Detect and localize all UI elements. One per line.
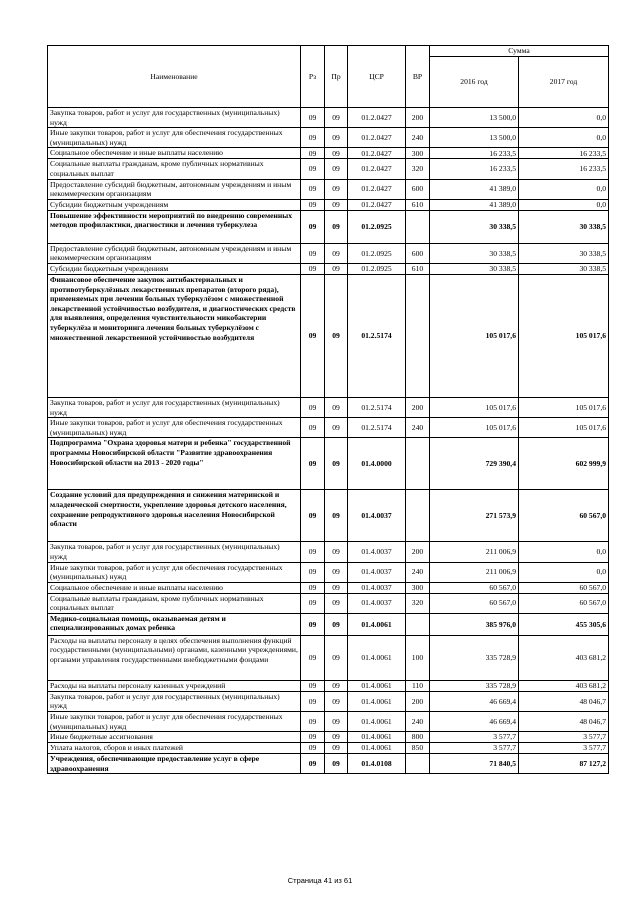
row-vr: 200	[406, 542, 430, 562]
table-row	[48, 593, 609, 613]
row-pr: 09	[325, 691, 348, 711]
row-sum-2017: 0,0	[519, 179, 609, 199]
row-csr: 01.4.0037	[348, 490, 406, 542]
row-rz: 09	[301, 243, 325, 263]
row-csr: 01.4.0061	[348, 712, 406, 732]
row-sum-2017: 87 127,2	[519, 754, 609, 774]
table-row	[48, 210, 609, 243]
row-name: Закупка товаров, работ и услуг для государственных (муниципальных) нужд	[48, 108, 301, 128]
row-sum-2017: 0,0	[519, 108, 609, 128]
table-row	[48, 274, 609, 397]
table-row	[48, 582, 609, 593]
row-csr: 01.4.0037	[348, 593, 406, 613]
row-vr: 240	[406, 418, 430, 438]
table-row	[48, 712, 609, 732]
row-csr: 01.4.0061	[348, 635, 406, 680]
row-sum-2016: 16 233,5	[430, 159, 519, 179]
row-vr: 610	[406, 263, 430, 274]
row-sum-2017: 60 567,0	[519, 593, 609, 613]
row-name: Уплата налогов, сборов и иных платежей	[48, 743, 301, 754]
row-pr: 09	[325, 128, 348, 148]
row-rz: 09	[301, 562, 325, 582]
table-body	[48, 108, 609, 774]
row-name: Иные закупки товаров, работ и услуг для обеспечения государственных (муниципальных) нужд	[48, 128, 301, 148]
row-csr: 01.4.0061	[348, 613, 406, 635]
row-sum-2016: 335 728,9	[430, 680, 519, 691]
row-sum-2017: 48 046,7	[519, 691, 609, 711]
row-sum-2016: 60 567,0	[430, 593, 519, 613]
row-name: Расходы на выплаты персоналу в целях обеспечения выполнения функций государственными (муниципальными) органами, казенными учреждениями, органами управления государственными внебюджетными фондами	[48, 635, 301, 680]
row-sum-2016: 30 338,5	[430, 243, 519, 263]
row-rz: 09	[301, 274, 325, 397]
table-row	[48, 199, 609, 210]
row-csr: 01.2.5174	[348, 397, 406, 417]
row-rz: 09	[301, 199, 325, 210]
table-row	[48, 680, 609, 691]
row-pr: 09	[325, 263, 348, 274]
row-rz: 09	[301, 490, 325, 542]
row-name: Закупка товаров, работ и услуг для государственных (муниципальных) нужд	[48, 691, 301, 711]
row-pr: 09	[325, 274, 348, 397]
row-sum-2017: 602 999,9	[519, 438, 609, 490]
row-sum-2016: 3 577,7	[430, 732, 519, 743]
row-sum-2017: 3 577,7	[519, 732, 609, 743]
table-row	[48, 754, 609, 774]
row-sum-2016: 3 577,7	[430, 743, 519, 754]
row-sum-2016: 71 840,5	[430, 754, 519, 774]
row-name: Медико-социальная помощь, оказываемая детям и специализированных домах ребенка	[48, 613, 301, 635]
row-rz: 09	[301, 582, 325, 593]
row-vr	[406, 490, 430, 542]
row-sum-2016: 13 500,0	[430, 108, 519, 128]
table-row	[48, 108, 609, 128]
header-year-2017: 2017 год	[519, 57, 609, 108]
table-row	[48, 128, 609, 148]
row-vr: 200	[406, 108, 430, 128]
row-rz: 09	[301, 148, 325, 159]
row-vr: 600	[406, 243, 430, 263]
row-pr: 09	[325, 159, 348, 179]
row-csr: 01.2.0427	[348, 199, 406, 210]
row-sum-2016: 105 017,6	[430, 274, 519, 397]
row-sum-2016: 105 017,6	[430, 418, 519, 438]
row-csr: 01.4.0000	[348, 438, 406, 490]
row-pr: 09	[325, 542, 348, 562]
row-name: Социальное обеспечение и иные выплаты населению	[48, 582, 301, 593]
row-vr: 100	[406, 635, 430, 680]
table-row	[48, 148, 609, 159]
row-rz: 09	[301, 210, 325, 243]
row-sum-2017: 30 338,5	[519, 243, 609, 263]
row-pr: 09	[325, 490, 348, 542]
row-sum-2016: 211 006,9	[430, 562, 519, 582]
row-pr: 09	[325, 743, 348, 754]
row-csr: 01.2.0427	[348, 108, 406, 128]
table-row	[48, 562, 609, 582]
row-sum-2017: 16 233,5	[519, 159, 609, 179]
row-rz: 09	[301, 128, 325, 148]
table-row	[48, 542, 609, 562]
row-rz: 09	[301, 743, 325, 754]
row-pr: 09	[325, 179, 348, 199]
row-pr: 09	[325, 582, 348, 593]
row-vr	[406, 274, 430, 397]
row-vr: 240	[406, 712, 430, 732]
row-sum-2017: 60 567,0	[519, 490, 609, 542]
row-rz: 09	[301, 179, 325, 199]
row-csr: 01.4.0061	[348, 680, 406, 691]
row-pr: 09	[325, 754, 348, 774]
row-sum-2016: 13 500,0	[430, 128, 519, 148]
row-name: Иные закупки товаров, работ и услуг для обеспечения государственных (муниципальных) нужд	[48, 712, 301, 732]
row-name: Учреждения, обеспечивающие предоставление услуг в сфере здравоохранения	[48, 754, 301, 774]
table-row	[48, 159, 609, 179]
row-sum-2017: 403 681,2	[519, 635, 609, 680]
row-csr: 01.4.0061	[348, 732, 406, 743]
row-vr	[406, 754, 430, 774]
row-pr: 09	[325, 562, 348, 582]
row-sum-2017: 30 338,5	[519, 210, 609, 243]
row-vr: 200	[406, 397, 430, 417]
row-sum-2017: 0,0	[519, 562, 609, 582]
row-rz: 09	[301, 418, 325, 438]
row-sum-2017: 0,0	[519, 199, 609, 210]
row-rz: 09	[301, 613, 325, 635]
row-pr: 09	[325, 199, 348, 210]
row-csr: 01.2.0925	[348, 243, 406, 263]
row-rz: 09	[301, 754, 325, 774]
row-sum-2017: 0,0	[519, 128, 609, 148]
row-csr: 01.4.0108	[348, 754, 406, 774]
row-name: Иные закупки товаров, работ и услуг для обеспечения государственных (муниципальных) нужд	[48, 418, 301, 438]
row-rz: 09	[301, 438, 325, 490]
row-rz: 09	[301, 712, 325, 732]
row-pr: 09	[325, 593, 348, 613]
row-sum-2016: 385 976,0	[430, 613, 519, 635]
row-vr	[406, 210, 430, 243]
row-name: Иные бюджетные ассигнования	[48, 732, 301, 743]
row-csr: 01.2.0427	[348, 148, 406, 159]
table-row	[48, 743, 609, 754]
row-sum-2016: 60 567,0	[430, 582, 519, 593]
row-pr: 09	[325, 732, 348, 743]
row-vr	[406, 438, 430, 490]
row-csr: 01.4.0061	[348, 743, 406, 754]
table-row	[48, 243, 609, 263]
row-sum-2017: 16 233,5	[519, 148, 609, 159]
row-sum-2017: 30 338,5	[519, 263, 609, 274]
row-csr: 01.4.0037	[348, 582, 406, 593]
header-pr: Пр	[325, 46, 348, 108]
row-vr: 600	[406, 179, 430, 199]
row-sum-2016: 41 389,0	[430, 179, 519, 199]
row-name: Повышение эффективности мероприятий по внедрению современных методов профилактики, диагностики и лечения туберкулеза	[48, 210, 301, 243]
row-vr: 300	[406, 582, 430, 593]
row-csr: 01.2.0925	[348, 263, 406, 274]
header-rz: Рз	[301, 46, 325, 108]
row-pr: 09	[325, 418, 348, 438]
row-rz: 09	[301, 108, 325, 128]
row-name: Предоставление субсидий бюджетным, автономным учреждениям и иным некоммерческим организациям	[48, 243, 301, 263]
row-vr: 300	[406, 148, 430, 159]
row-vr: 240	[406, 128, 430, 148]
table-row	[48, 635, 609, 680]
row-rz: 09	[301, 593, 325, 613]
row-sum-2017: 60 567,0	[519, 582, 609, 593]
row-name: Субсидии бюджетным учреждениям	[48, 199, 301, 210]
row-pr: 09	[325, 438, 348, 490]
row-sum-2016: 46 669,4	[430, 691, 519, 711]
row-sum-2016: 211 006,9	[430, 542, 519, 562]
row-sum-2016: 16 233,5	[430, 148, 519, 159]
table-row	[48, 397, 609, 417]
row-name: Финансовое обеспечение закупок антибактериальных и противотуберкулёзных лекарственных препаратов (второго ряда), применяемых при лечении больных туберкулёзом с множественной лекарственной устойчивостью возбудителя, и диагностических средств для выявления, определения чувствительности микобактерии туберкулёза и мониторинга лечения больных туберкулёзом с множественной лекарственной устойчивостью возбудителя	[48, 274, 301, 397]
row-sum-2016: 41 389,0	[430, 199, 519, 210]
row-pr: 09	[325, 712, 348, 732]
row-vr: 320	[406, 159, 430, 179]
row-name: Иные закупки товаров, работ и услуг для обеспечения государственных (муниципальных) нужд	[48, 562, 301, 582]
row-name: Закупка товаров, работ и услуг для государственных (муниципальных) нужд	[48, 397, 301, 417]
table-row	[48, 732, 609, 743]
row-vr: 850	[406, 743, 430, 754]
row-sum-2017: 105 017,6	[519, 418, 609, 438]
row-rz: 09	[301, 542, 325, 562]
row-name: Субсидии бюджетным учреждениям	[48, 263, 301, 274]
header-vr: ВР	[406, 46, 430, 108]
row-csr: 01.2.0427	[348, 179, 406, 199]
row-csr: 01.2.0427	[348, 159, 406, 179]
row-pr: 09	[325, 635, 348, 680]
header-year-2016: 2016 год	[430, 57, 519, 108]
row-vr: 800	[406, 732, 430, 743]
table-row	[48, 438, 609, 490]
table-row	[48, 613, 609, 635]
row-sum-2016: 271 573,9	[430, 490, 519, 542]
row-name: Расходы на выплаты персоналу казенных учреждений	[48, 680, 301, 691]
row-name: Подпрограмма "Охрана здоровья матери и ребенка" государственной программы Новосибирской области "Развитие здравоохранения Новосибирской области на 2013 - 2020 годы"	[48, 438, 301, 490]
row-sum-2016: 30 338,5	[430, 210, 519, 243]
row-sum-2017: 3 577,7	[519, 743, 609, 754]
row-vr: 110	[406, 680, 430, 691]
row-rz: 09	[301, 732, 325, 743]
header-csr: ЦСР	[348, 46, 406, 108]
row-name: Социальные выплаты гражданам, кроме публичных нормативных социальных выплат	[48, 159, 301, 179]
header-name: Наименование	[48, 46, 301, 108]
row-pr: 09	[325, 243, 348, 263]
row-sum-2017: 105 017,6	[519, 274, 609, 397]
row-sum-2017: 455 305,6	[519, 613, 609, 635]
row-vr	[406, 613, 430, 635]
row-rz: 09	[301, 159, 325, 179]
row-rz: 09	[301, 397, 325, 417]
row-sum-2016: 105 017,6	[430, 397, 519, 417]
row-sum-2016: 335 728,9	[430, 635, 519, 680]
page-number: Страница 41 из 61	[287, 876, 353, 885]
header-sum: Сумма	[430, 46, 609, 57]
table-header	[48, 46, 609, 108]
row-rz: 09	[301, 263, 325, 274]
row-sum-2016: 729 390,4	[430, 438, 519, 490]
row-rz: 09	[301, 691, 325, 711]
row-vr: 200	[406, 691, 430, 711]
row-csr: 01.2.5174	[348, 274, 406, 397]
row-csr: 01.4.0037	[348, 542, 406, 562]
row-name: Социальные выплаты гражданам, кроме публичных нормативных социальных выплат	[48, 593, 301, 613]
row-name: Предоставление субсидий бюджетным, автономным учреждениям и иным некоммерческим организациям	[48, 179, 301, 199]
row-sum-2017: 105 017,6	[519, 397, 609, 417]
row-vr: 610	[406, 199, 430, 210]
table-row	[48, 691, 609, 711]
row-name: Социальное обеспечение и иные выплаты населению	[48, 148, 301, 159]
table-row	[48, 418, 609, 438]
table-row	[48, 490, 609, 542]
row-rz: 09	[301, 680, 325, 691]
row-sum-2017: 403 681,2	[519, 680, 609, 691]
row-vr: 320	[406, 593, 430, 613]
row-pr: 09	[325, 397, 348, 417]
row-csr: 01.4.0061	[348, 691, 406, 711]
row-csr: 01.2.5174	[348, 418, 406, 438]
row-pr: 09	[325, 680, 348, 691]
row-pr: 09	[325, 210, 348, 243]
row-rz: 09	[301, 635, 325, 680]
table-row	[48, 179, 609, 199]
table-row	[48, 263, 609, 274]
row-sum-2017: 48 046,7	[519, 712, 609, 732]
budget-table	[47, 45, 609, 774]
row-pr: 09	[325, 108, 348, 128]
row-pr: 09	[325, 613, 348, 635]
row-name: Закупка товаров, работ и услуг для государственных (муниципальных) нужд	[48, 542, 301, 562]
row-pr: 09	[325, 148, 348, 159]
row-sum-2016: 30 338,5	[430, 263, 519, 274]
row-name: Создание условий для предупреждения и снижения материнской и младенческой смертности, укрепление здоровья детского населения, сохранение репродуктивного здоровья населения Новосибирской области	[48, 490, 301, 542]
row-csr: 01.4.0037	[348, 562, 406, 582]
row-vr: 240	[406, 562, 430, 582]
row-csr: 01.2.0925	[348, 210, 406, 243]
row-csr: 01.2.0427	[348, 128, 406, 148]
row-sum-2016: 46 669,4	[430, 712, 519, 732]
row-sum-2017: 0,0	[519, 542, 609, 562]
